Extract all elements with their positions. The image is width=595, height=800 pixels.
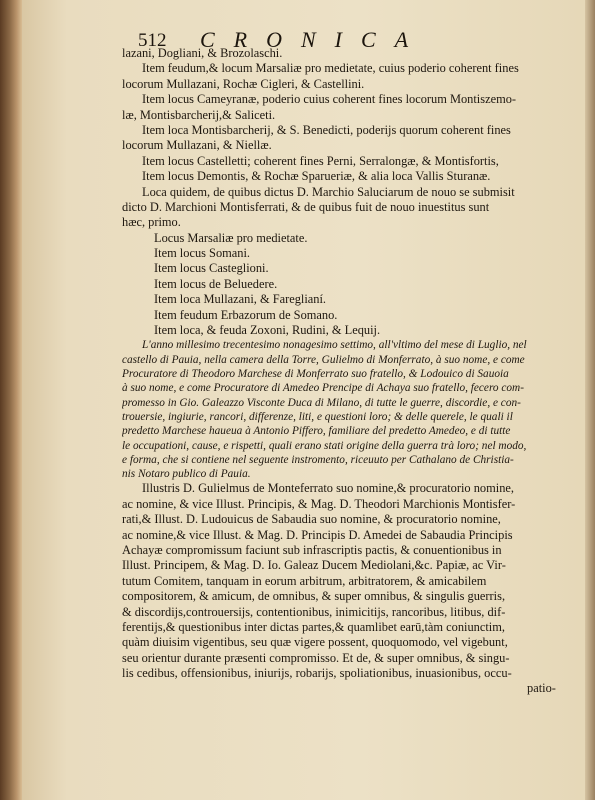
- text-line: Item locus Cameyranæ, poderio cuius coherent fines locorum Montiszemo-: [142, 92, 517, 107]
- text-line: Illust. Principem, & Mag. D. Io. Galeaz Ducem Mediolani,&c. Papiæ, ac Vir-: [122, 558, 506, 573]
- catchword: patio-: [527, 681, 556, 696]
- text-line: rati,& Illust. D. Ludouicus de Sabaudia suo nomine, & procuratorio nomine,: [122, 512, 501, 527]
- text-line: Item loca, & feuda Zoxoni, Rudini, & Lequij.: [154, 323, 381, 338]
- text-line: Loca quidem, de quibus dictus D. Marchio Saluciarum de nouo se submisit: [142, 184, 515, 199]
- text-line: locorum Mullazani, Rochæ Cigleri, & Castellini.: [122, 76, 365, 91]
- text-line: e forma, che si contiene nel seguente instromento, riceuuto per Cathalano de Christia-: [122, 453, 514, 466]
- text-line: ferentijs,& questionibus inter dictas partes,& quamlibet earū,tàm coniunctim,: [122, 619, 505, 634]
- text-line: Item feudum,& locum Marsaliæ pro medietate, cuius poderio coherent fines: [142, 61, 519, 76]
- text-line: Item locus Casteglioni.: [154, 261, 269, 276]
- text-line: Item locus Somani.: [154, 246, 251, 261]
- text-line: predetto Marchese haueua à Antonio Piffero, familiare del predetto Amedeo, e di tutte: [122, 425, 511, 438]
- text-line: Item locus Demontis, & Rochæ Sparueriæ, & alia loca Vallis Sturanæ.: [142, 169, 491, 184]
- text-line: lazani, Dogliani, & Brozolaschi.: [122, 46, 283, 60]
- text-line: Item locus de Beluedere.: [154, 276, 278, 291]
- text-line: trouersie, ingiurie, rancori, differenze, liti, e questioni loro; & delle querele, le quali il: [122, 410, 513, 423]
- text-line: promesso in Gio. Galeazzo Visconte Duca di Milano, di tutte le guerre, discordie, e con-: [122, 396, 521, 409]
- text-line: Item locus Castelletti; coherent fines Perni, Serralongæ, & Montisfortis,: [142, 153, 499, 168]
- book-page: [22, 0, 585, 800]
- text-line: Locus Marsaliæ pro medietate.: [154, 230, 308, 245]
- text-line: ac nomine,& vice Illust. & Mag. D. Principis D. Amedei de Sabaudia Principis: [122, 527, 513, 542]
- text-line: ac nomine, & vice Illust. Principis, & Mag. D. Theodori Marchionis Montisfer-: [122, 496, 516, 511]
- text-line: Item loca Mullazani, & Fareglianí.: [154, 292, 327, 307]
- text-line: nis Notaro publico di Pauia.: [122, 468, 251, 481]
- text-line: quàm diuisim vigentibus, seu quæ vigere possent, quoquomodo, vel vigebunt,: [122, 635, 508, 650]
- text-line: compositorem, & amicum, de omnibus, & super omnibus, & singulis guerris,: [122, 589, 506, 604]
- book-spine-edge: [0, 0, 22, 800]
- page-edge-right: [585, 0, 595, 800]
- text-line: & discordijs,controuersijs, contentionibus, inimicitijs, rancoribus, litibus, dif-: [122, 604, 506, 619]
- text-line: à suo nome, e come Procuratore di Amedeo Prencipe di Achaya suo fratello, fecero com-: [122, 382, 524, 395]
- page-number: 512: [138, 30, 167, 51]
- text-line: læ, Montisbarcherij,& Saliceti.: [122, 107, 276, 122]
- text-line: tutum Comitem, tanquam in eorum arbitrum, arbitratorem, & amicabilem: [122, 573, 487, 588]
- text-line: le occupationi, cause, e rispetti, quali erano stati origine della guerra trà loro; nel modo,: [122, 439, 527, 452]
- text-line: L'anno millesimo trecentesimo nonagesimo settimo, all'vltimo del mese di Luglio, nel: [142, 339, 527, 352]
- text-line: dicto D. Marchioni Montisferrati, & de quibus fuit de nouo inuestitus sunt: [122, 199, 490, 214]
- body-text: [122, 46, 562, 697]
- text-line: Achayæ compromissum faciunt sub infrascriptis pactis, & conuentionibus in: [122, 542, 502, 557]
- text-line: Illustris D. Gulielmus de Monteferrato suo nomine,& procuratorio nomine,: [142, 481, 514, 496]
- text-line: lis cedibus, offensionibus, iniurijs, robarijs, spoliationibus, inuasionibus, occu-: [122, 666, 512, 681]
- text-line: Item loca Montisbarcherij, & S. Benedicti, poderijs quorum coherent fines: [142, 122, 511, 137]
- text-line: castello di Pauia, nella camera della Torre, Gulielmo di Monferrato, à suo nome, e come: [122, 353, 525, 366]
- running-head: CRONICA: [200, 27, 428, 52]
- text-line: locorum Mullazani, & Niellæ.: [122, 138, 272, 153]
- text-line: hæc, primo.: [122, 215, 181, 230]
- text-line: Procuratore di Theodoro Marchese di Monferrato suo fratello, & Lodouico di Sauoia: [122, 368, 509, 381]
- text-line: Item feudum Erbazorum de Somano.: [154, 307, 338, 322]
- text-line: seu orientur durante præsenti compromisso. Et de, & super omnibus, & singu-: [122, 650, 510, 665]
